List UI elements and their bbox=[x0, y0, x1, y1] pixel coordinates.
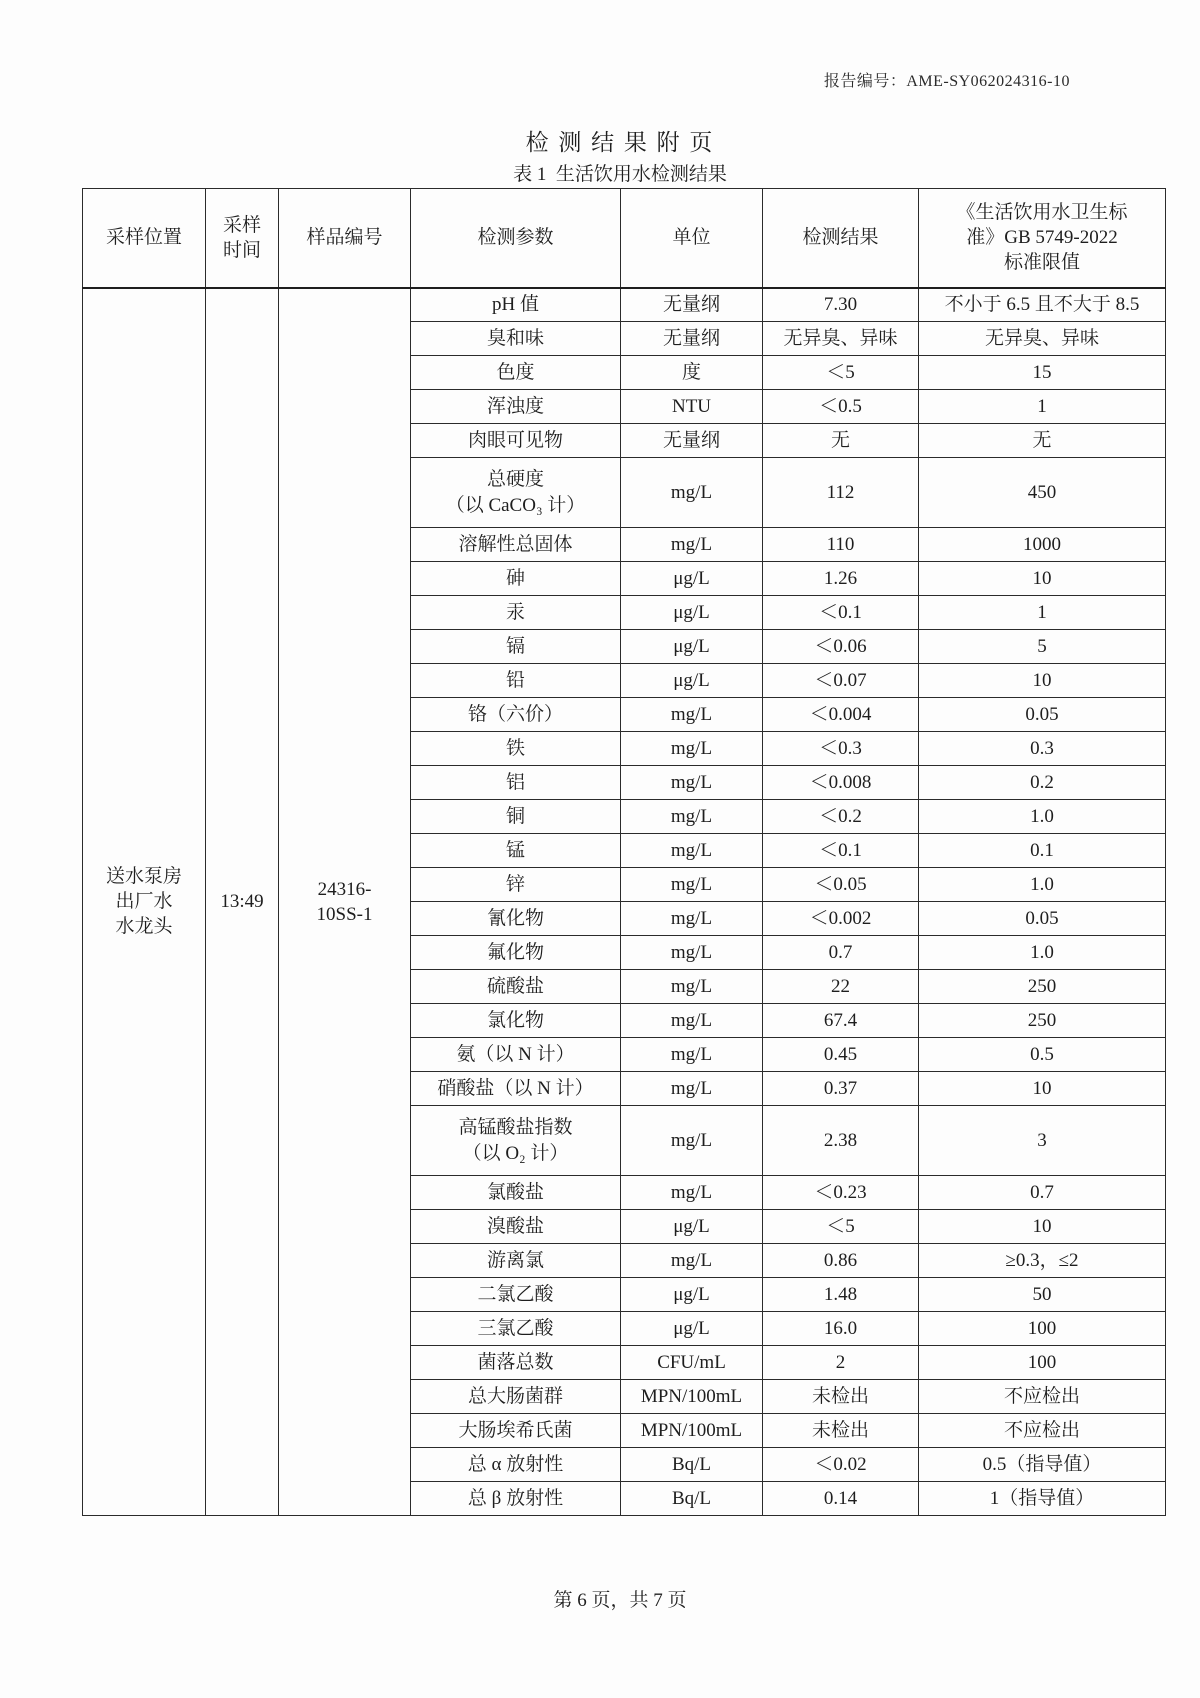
column-header-time: 采样 时间 bbox=[206, 189, 279, 288]
result-cell: 67.4 bbox=[763, 1004, 919, 1038]
limit-cell: 不应检出 bbox=[919, 1380, 1166, 1414]
parameter-cell: 菌落总数 bbox=[411, 1346, 621, 1380]
unit-cell: mg/L bbox=[621, 800, 763, 834]
parameter-cell: 镉 bbox=[411, 630, 621, 664]
limit-cell: 100 bbox=[919, 1312, 1166, 1346]
result-cell: 0.86 bbox=[763, 1244, 919, 1278]
unit-cell: mg/L bbox=[621, 1004, 763, 1038]
limit-cell: 0.3 bbox=[919, 732, 1166, 766]
unit-cell: 无量纲 bbox=[621, 322, 763, 356]
parameter-cell: 铝 bbox=[411, 766, 621, 800]
limit-cell: 无异臭、异味 bbox=[919, 322, 1166, 356]
limit-cell: 250 bbox=[919, 1004, 1166, 1038]
table-header-row bbox=[83, 189, 1166, 288]
unit-cell: μg/L bbox=[621, 1278, 763, 1312]
result-cell: ＜0.3 bbox=[763, 732, 919, 766]
column-header-parameter: 检测参数 bbox=[411, 189, 621, 288]
result-cell: 无异臭、异味 bbox=[763, 322, 919, 356]
column-header-unit: 单位 bbox=[621, 189, 763, 288]
limit-cell: 1.0 bbox=[919, 936, 1166, 970]
parameter-cell: 臭和味 bbox=[411, 322, 621, 356]
limit-cell: ≥0.3，≤2 bbox=[919, 1244, 1166, 1278]
table-row bbox=[83, 288, 1166, 322]
result-cell: 未检出 bbox=[763, 1380, 919, 1414]
parameter-cell: 硝酸盐（以 N 计） bbox=[411, 1072, 621, 1106]
limit-cell: 50 bbox=[919, 1278, 1166, 1312]
limit-cell: 不应检出 bbox=[919, 1414, 1166, 1448]
column-header-limit: 《生活饮用水卫生标 准》GB 5749-2022 标准限值 bbox=[919, 189, 1166, 288]
result-cell: ＜0.004 bbox=[763, 698, 919, 732]
result-cell: ＜0.5 bbox=[763, 390, 919, 424]
parameter-cell: 氯化物 bbox=[411, 1004, 621, 1038]
result-cell: ＜0.008 bbox=[763, 766, 919, 800]
limit-cell: 10 bbox=[919, 664, 1166, 698]
parameter-cell: 三氯乙酸 bbox=[411, 1312, 621, 1346]
page-number: 第 6 页，共 7 页 bbox=[553, 1590, 687, 1611]
limit-cell: 1000 bbox=[919, 528, 1166, 562]
parameter-cell: 汞 bbox=[411, 596, 621, 630]
unit-cell: 无量纲 bbox=[621, 424, 763, 458]
limit-cell: 0.2 bbox=[919, 766, 1166, 800]
unit-cell: mg/L bbox=[621, 868, 763, 902]
unit-cell: mg/L bbox=[621, 1176, 763, 1210]
parameter-cell: 溶解性总固体 bbox=[411, 528, 621, 562]
sample-time-cell: 13:49 bbox=[206, 288, 279, 1516]
parameter-cell: 氰化物 bbox=[411, 902, 621, 936]
parameter-cell: 铜 bbox=[411, 800, 621, 834]
result-cell: ＜0.07 bbox=[763, 664, 919, 698]
parameter-cell: 锰 bbox=[411, 834, 621, 868]
result-cell: 0.14 bbox=[763, 1482, 919, 1516]
result-cell: ＜0.2 bbox=[763, 800, 919, 834]
column-header-location: 采样位置 bbox=[83, 189, 206, 288]
limit-cell: 0.7 bbox=[919, 1176, 1166, 1210]
parameter-cell: 氨（以 N 计） bbox=[411, 1038, 621, 1072]
limit-cell: 250 bbox=[919, 970, 1166, 1004]
result-cell: 1.26 bbox=[763, 562, 919, 596]
unit-cell: mg/L bbox=[621, 698, 763, 732]
parameter-cell: 铅 bbox=[411, 664, 621, 698]
unit-cell: mg/L bbox=[621, 1038, 763, 1072]
result-cell: 无 bbox=[763, 424, 919, 458]
result-cell: ＜0.06 bbox=[763, 630, 919, 664]
results-table bbox=[82, 188, 1166, 1516]
parameter-cell: 总大肠菌群 bbox=[411, 1380, 621, 1414]
result-cell: 22 bbox=[763, 970, 919, 1004]
result-cell: 0.45 bbox=[763, 1038, 919, 1072]
limit-cell: 3 bbox=[919, 1106, 1166, 1176]
unit-cell: NTU bbox=[621, 390, 763, 424]
limit-cell: 10 bbox=[919, 1210, 1166, 1244]
unit-cell: μg/L bbox=[621, 664, 763, 698]
parameter-cell: 氟化物 bbox=[411, 936, 621, 970]
report-number: 报告编号：AME-SY062024316-10 bbox=[823, 73, 1070, 90]
result-cell: 16.0 bbox=[763, 1312, 919, 1346]
parameter-cell: 硫酸盐 bbox=[411, 970, 621, 1004]
limit-cell: 100 bbox=[919, 1346, 1166, 1380]
parameter-cell: 总 β 放射性 bbox=[411, 1482, 621, 1516]
parameter-cell: 浑浊度 bbox=[411, 390, 621, 424]
limit-cell: 0.5 bbox=[919, 1038, 1166, 1072]
unit-cell: Bq/L bbox=[621, 1448, 763, 1482]
parameter-cell: 砷 bbox=[411, 562, 621, 596]
column-header-sample-id: 样品编号 bbox=[279, 189, 411, 288]
result-cell: 112 bbox=[763, 458, 919, 528]
unit-cell: μg/L bbox=[621, 562, 763, 596]
unit-cell: mg/L bbox=[621, 1244, 763, 1278]
parameter-cell: pH 值 bbox=[411, 288, 621, 322]
result-cell: ＜5 bbox=[763, 1210, 919, 1244]
limit-cell: 0.1 bbox=[919, 834, 1166, 868]
limit-cell: 1.0 bbox=[919, 800, 1166, 834]
result-cell: 7.30 bbox=[763, 288, 919, 322]
limit-cell: 15 bbox=[919, 356, 1166, 390]
parameter-cell: 铬（六价） bbox=[411, 698, 621, 732]
sample-location-cell: 送水泵房 出厂水 水龙头 bbox=[83, 288, 206, 1516]
parameter-cell: 溴酸盐 bbox=[411, 1210, 621, 1244]
parameter-cell: 铁 bbox=[411, 732, 621, 766]
parameter-cell: 大肠埃希氏菌 bbox=[411, 1414, 621, 1448]
unit-cell: mg/L bbox=[621, 732, 763, 766]
unit-cell: μg/L bbox=[621, 1312, 763, 1346]
result-cell: ＜0.1 bbox=[763, 596, 919, 630]
unit-cell: MPN/100mL bbox=[621, 1414, 763, 1448]
limit-cell: 1.0 bbox=[919, 868, 1166, 902]
sample-id-cell: 24316- 10SS-1 bbox=[279, 288, 411, 1516]
parameter-cell: 游离氯 bbox=[411, 1244, 621, 1278]
result-cell: 2 bbox=[763, 1346, 919, 1380]
parameter-cell: 肉眼可见物 bbox=[411, 424, 621, 458]
result-cell: 2.38 bbox=[763, 1106, 919, 1176]
unit-cell: 度 bbox=[621, 356, 763, 390]
result-cell: 未检出 bbox=[763, 1414, 919, 1448]
parameter-cell: 氯酸盐 bbox=[411, 1176, 621, 1210]
limit-cell: 5 bbox=[919, 630, 1166, 664]
document-title: 检 测 结 果 附 页 bbox=[525, 130, 715, 155]
result-cell: 1.48 bbox=[763, 1278, 919, 1312]
result-cell: ＜0.1 bbox=[763, 834, 919, 868]
parameter-cell: 锌 bbox=[411, 868, 621, 902]
table-caption: 表 1 生活饮用水检测结果 bbox=[513, 164, 727, 185]
unit-cell: mg/L bbox=[621, 1072, 763, 1106]
unit-cell: μg/L bbox=[621, 630, 763, 664]
unit-cell: μg/L bbox=[621, 1210, 763, 1244]
limit-cell: 450 bbox=[919, 458, 1166, 528]
unit-cell: 无量纲 bbox=[621, 288, 763, 322]
unit-cell: μg/L bbox=[621, 596, 763, 630]
result-cell: ＜0.02 bbox=[763, 1448, 919, 1482]
result-cell: 0.37 bbox=[763, 1072, 919, 1106]
unit-cell: CFU/mL bbox=[621, 1346, 763, 1380]
unit-cell: mg/L bbox=[621, 902, 763, 936]
column-header-result: 检测结果 bbox=[763, 189, 919, 288]
unit-cell: mg/L bbox=[621, 834, 763, 868]
unit-cell: MPN/100mL bbox=[621, 1380, 763, 1414]
limit-cell: 1 bbox=[919, 596, 1166, 630]
result-cell: ＜0.23 bbox=[763, 1176, 919, 1210]
limit-cell: 1 bbox=[919, 390, 1166, 424]
unit-cell: Bq/L bbox=[621, 1482, 763, 1516]
unit-cell: mg/L bbox=[621, 936, 763, 970]
limit-cell: 0.05 bbox=[919, 902, 1166, 936]
limit-cell: 0.05 bbox=[919, 698, 1166, 732]
unit-cell: mg/L bbox=[621, 766, 763, 800]
unit-cell: mg/L bbox=[621, 528, 763, 562]
limit-cell: 10 bbox=[919, 1072, 1166, 1106]
unit-cell: mg/L bbox=[621, 1106, 763, 1176]
unit-cell: mg/L bbox=[621, 458, 763, 528]
limit-cell: 10 bbox=[919, 562, 1166, 596]
result-cell: 0.7 bbox=[763, 936, 919, 970]
limit-cell: 1（指导值） bbox=[919, 1482, 1166, 1516]
parameter-cell: 二氯乙酸 bbox=[411, 1278, 621, 1312]
parameter-cell: 总 α 放射性 bbox=[411, 1448, 621, 1482]
unit-cell: mg/L bbox=[621, 970, 763, 1004]
parameter-cell: 总硬度 （以 CaCO₃ 计） bbox=[411, 458, 621, 528]
results-body bbox=[83, 288, 1166, 1516]
limit-cell: 不小于 6.5 且不大于 8.5 bbox=[919, 288, 1166, 322]
parameter-cell: 色度 bbox=[411, 356, 621, 390]
parameter-cell: 高锰酸盐指数 （以 O₂ 计） bbox=[411, 1106, 621, 1176]
result-cell: ＜0.002 bbox=[763, 902, 919, 936]
limit-cell: 无 bbox=[919, 424, 1166, 458]
result-cell: ＜0.05 bbox=[763, 868, 919, 902]
result-cell: 110 bbox=[763, 528, 919, 562]
result-cell: ＜5 bbox=[763, 356, 919, 390]
limit-cell: 0.5（指导值） bbox=[919, 1448, 1166, 1482]
